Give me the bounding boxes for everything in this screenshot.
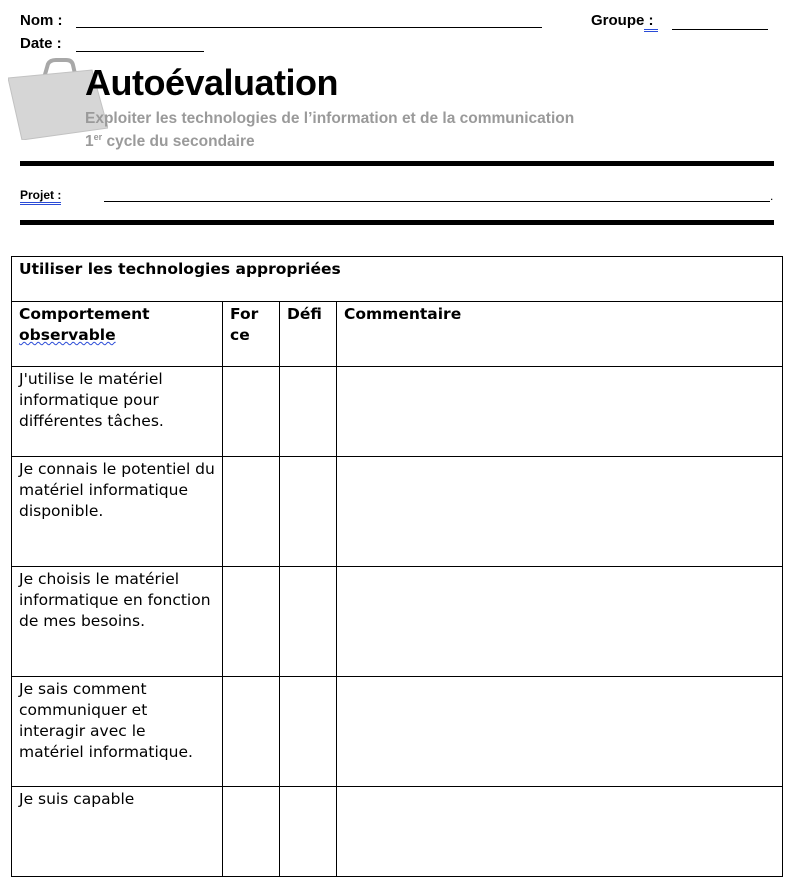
column-header-behavior-line2: observable	[19, 326, 116, 344]
name-label: Nom :	[20, 12, 63, 29]
force-cell[interactable]	[223, 677, 280, 787]
subtitle-line1: Exploiter les technologies de l’information et de la communication	[85, 110, 575, 127]
date-field[interactable]	[76, 51, 204, 52]
project-field[interactable]	[104, 201, 770, 202]
force-cell[interactable]	[223, 567, 280, 677]
page-title: Autoévaluation	[85, 62, 339, 103]
comment-cell[interactable]	[337, 787, 783, 877]
comment-cell[interactable]	[337, 567, 783, 677]
project-end-dot: .	[770, 189, 774, 203]
table-row	[12, 367, 783, 457]
column-header-comment: Commentaire	[337, 302, 783, 367]
cycle-number: 1	[85, 133, 94, 151]
project-label-text: Projet :	[20, 188, 61, 205]
column-header-behavior-line1: Comportement	[19, 305, 150, 323]
behavior-cell: Je sais comment communiquer et interagir avec le matériel informatique.	[12, 677, 223, 787]
comment-cell[interactable]	[337, 457, 783, 567]
column-header-defi: Défi	[280, 302, 337, 367]
table-row	[12, 787, 783, 877]
group-label-colon: :	[644, 12, 653, 32]
comment-cell[interactable]	[337, 677, 783, 787]
project-rule	[20, 220, 774, 225]
behavior-cell: Je suis capable	[12, 787, 223, 877]
evaluation-table	[11, 256, 783, 877]
defi-cell[interactable]	[280, 367, 337, 457]
subtitle-line2	[85, 132, 255, 151]
force-cell[interactable]	[223, 367, 280, 457]
group-label	[591, 12, 658, 29]
table-row	[12, 457, 783, 567]
group-label-gap	[654, 12, 658, 32]
group-label-text: Groupe	[591, 12, 645, 29]
cycle-superscript: er	[93, 132, 103, 142]
header-rule	[20, 161, 774, 166]
table-row	[12, 567, 783, 677]
table-row	[12, 677, 783, 787]
defi-cell[interactable]	[280, 567, 337, 677]
behavior-cell: Je choisis le matériel informatique en fonction de mes besoins.	[12, 567, 223, 677]
behavior-cell: Je connais le potentiel du matériel informatique disponible.	[12, 457, 223, 567]
comment-cell[interactable]	[337, 367, 783, 457]
behavior-cell: J'utilise le matériel informatique pour différentes tâches.	[12, 367, 223, 457]
cycle-text: cycle du secondaire	[102, 133, 255, 151]
project-label	[20, 188, 61, 202]
defi-cell[interactable]	[280, 787, 337, 877]
group-field[interactable]	[672, 29, 768, 30]
defi-cell[interactable]	[280, 677, 337, 787]
name-field[interactable]	[76, 27, 542, 28]
force-cell[interactable]	[223, 457, 280, 567]
column-header-behavior	[12, 302, 223, 367]
defi-cell[interactable]	[280, 457, 337, 567]
force-cell[interactable]	[223, 787, 280, 877]
date-label: Date :	[20, 35, 62, 52]
column-header-force: For ce	[223, 302, 280, 367]
section-title: Utiliser les technologies appropriées	[12, 257, 783, 302]
